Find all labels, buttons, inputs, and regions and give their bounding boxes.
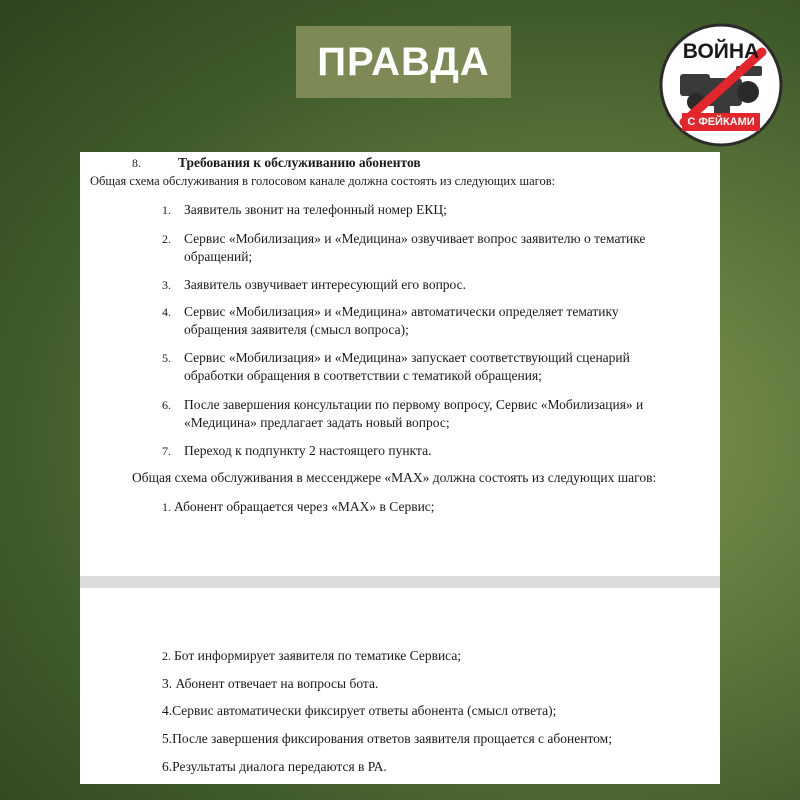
page-break xyxy=(80,576,720,588)
document-page-1 xyxy=(80,152,720,576)
list-item-text: Сервис «Мобилизация» и «Медицина» запускает соответствующий сценарий xyxy=(184,350,630,365)
section-title: Требования к обслуживанию абонентов xyxy=(178,155,421,170)
list-item-number: 1. xyxy=(162,203,171,217)
voice-intro: Общая схема обслуживания в голосовом канале должна состоять из следующих шагов: xyxy=(90,174,556,188)
list-item-text-cont: обращений; xyxy=(184,249,253,264)
list-item-number: 5. xyxy=(162,351,171,365)
verdict-badge xyxy=(296,26,511,98)
verdict-label: ПРАВДА xyxy=(317,39,490,84)
list-item-text: Заявитель озвучивает интересующий его вопрос. xyxy=(184,277,467,292)
list-item-text: Переход к подпункту 2 настоящего пункта. xyxy=(184,443,432,458)
list-item-text: 6.Результаты диалога передаются в РА. xyxy=(162,759,387,774)
logo-top-text: ВОЙНА xyxy=(682,40,760,63)
list-item-number: 2. xyxy=(162,232,171,246)
list-item-text: Заявитель звонит на телефонный номер ЕКЦ; xyxy=(184,202,447,217)
list-item-text: Сервис «Мобилизация» и «Медицина» озвучивает вопрос заявителю о тематике xyxy=(184,231,646,246)
list-item-text: Бот информирует заявителя по тематике Сервиса; xyxy=(174,648,462,663)
section-number: 8. xyxy=(132,156,141,170)
document-page-2 xyxy=(80,588,720,784)
messenger-intro: Общая схема обслуживания в мессенджере «MAX» должна состоять из следующих шагов: xyxy=(132,470,657,485)
list-item-number: 6. xyxy=(162,398,171,412)
list-item-number: 1. xyxy=(162,500,171,514)
list-item-number: 7. xyxy=(162,444,171,458)
list-item-text-cont: «Медицина» предлагает задать новый вопрос; xyxy=(184,415,450,430)
list-item-text: Сервис «Мобилизация» и «Медицина» автоматически определяет тематику xyxy=(184,304,619,319)
list-item-text: 5.После завершения фиксирования ответов заявителя прощается с абонентом; xyxy=(162,731,612,746)
messenger-step-1: Абонент обращается через «MAX» в Сервис; xyxy=(174,499,435,514)
list-item-text: 4.Сервис автоматически фиксирует ответы абонента (смысл ответа); xyxy=(162,703,557,718)
logo-bottom-text: С ФЕЙКАМИ xyxy=(682,113,760,131)
list-item-text: После завершения консультации по первому вопросу, Сервис «Мобилизация» и xyxy=(184,397,644,412)
list-item-text-cont: обращения заявителя (смысл вопроса); xyxy=(184,322,409,337)
list-item-number: 4. xyxy=(162,305,171,319)
list-item-number: 3. xyxy=(162,278,171,292)
list-item-number: 2. xyxy=(162,649,171,663)
list-item-text: 3. Абонент отвечает на вопросы бота. xyxy=(162,676,379,691)
list-item-text-cont: обработки обращения в соответствии с тематикой обращения; xyxy=(184,368,542,383)
war-with-fakes-logo xyxy=(658,22,784,148)
